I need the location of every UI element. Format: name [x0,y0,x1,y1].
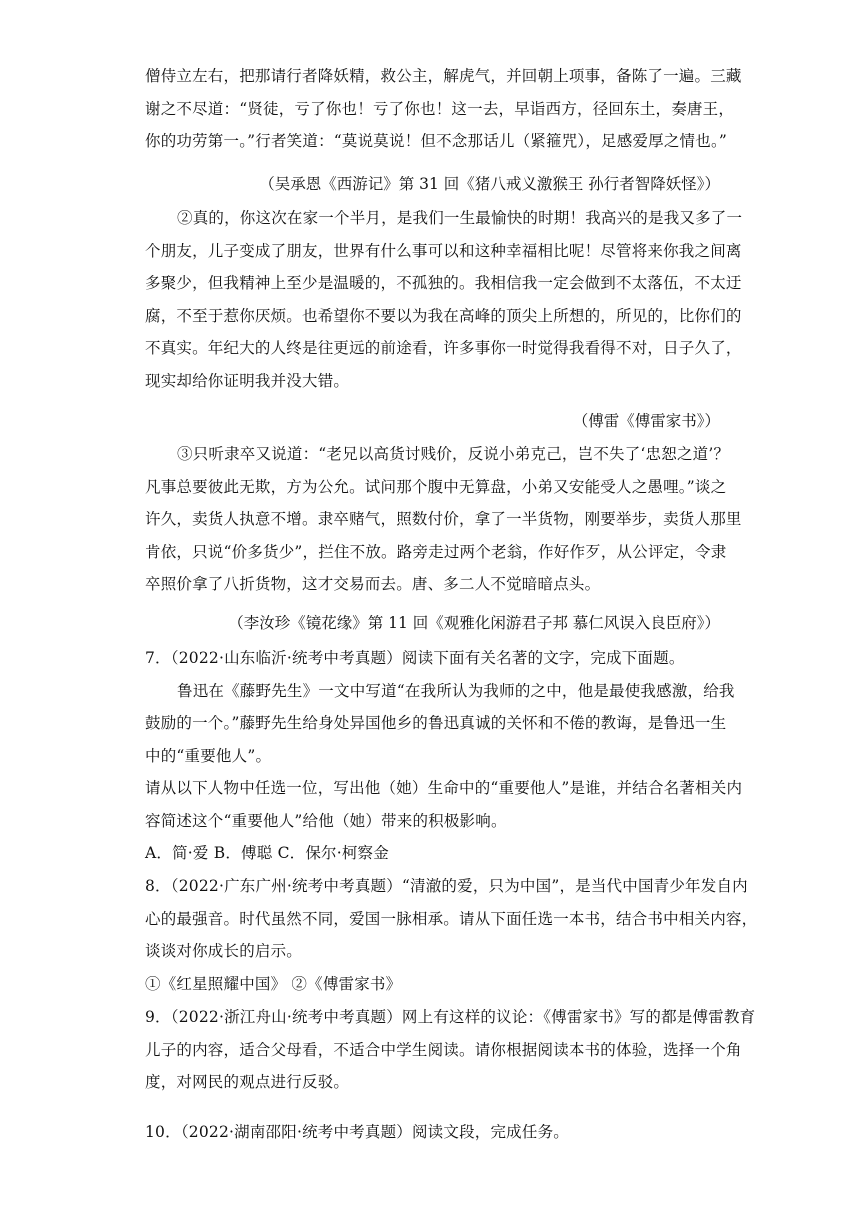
question-prompt-line: 请从以下人物中任选一位，写出他（她）生命中的“重要他人”是谁，并结合名著相关内 [145,779,743,797]
question-9 [145,1001,756,1099]
excerpt-line: 谢之不尽道：“贤徒，亏了你也！亏了你也！这一去，早诣西方，径回东土，奏唐王， [145,99,735,118]
excerpt-line: 你的功劳第一。”行者笑道：“莫说莫说！但不念那话儿（紧箍咒），足感爱厚之情也。” [145,132,728,150]
excerpt-line: 腐，不至于惹你厌烦。也希望你不要以为我在高峰的顶尖上所想的，所见的，比你们的 [145,306,742,325]
question-heading: 8．（2022·广东广州·统考中考真题）“清澈的爱，只为中国”，是当代中国青少年发自内 [145,877,748,895]
excerpt-journey-west [145,60,742,158]
question-options: A．简·爱 B．傅聪 C．保尔·柯察金 [145,844,389,862]
excerpt-fu-lei-letters [145,202,743,397]
excerpt-source: （李汝珍《镜花缘》第 11 回《观雅化闲游君子邦 慕仁风误入良臣府》） [228,614,720,632]
question-8 [145,870,758,1000]
question-quote-line: 鲁迅在《藤野先生》一文中写道“在我所认为我师的之中，他是最使我感激，给我 [177,681,735,700]
excerpt-line: 凡事总要彼此无欺，方为公允。试问那个腹中无算盘，小弟又安能受人之愚哩。”谈之 [145,477,727,496]
question-heading: 10．（2022·湖南邵阳·统考中考真题）阅读文段，完成任务。 [145,1123,569,1141]
question-quote-line: 鼓励的一个。”藤野先生给身处异国他乡的鲁迅真诚的关怀和不倦的教诲，是鲁迅一生 [145,714,727,732]
question-line: 度，对网民的观点进行反驳。 [145,1073,350,1091]
excerpt-line: 许久，卖货人执意不增。隶卒赌气，照数付价，拿了一半货物，刚要举步，卖货人那里 [145,510,742,528]
excerpt-source: （傅雷《傅雷家书》） [572,412,720,430]
excerpt-flowers-in-mirror [145,438,742,601]
question-heading: 7．（2022·山东临沂·统考中考真题）阅读下面有关名著的文字，完成下面题。 [145,649,685,667]
question-line: 儿子的内容，适合父母看，不适合中学生阅读。请你根据阅读本书的体验，选择一个角 [145,1040,742,1059]
question-10 [145,1116,720,1149]
question-quote-line: 中的“重要他人”。 [145,746,272,765]
question-line: 谈谈对你成长的启示。 [145,942,303,960]
excerpt-source: （吴承恩《西游记》第 31 回《猪八戒义激猴王 孙行者智降妖怪》） [259,175,720,193]
excerpt-line: ③只听隶卒又说道：“老兄以高货讨贱价，反说小弟克己，岂不失了‘忠恕之道’？ [177,445,730,463]
question-line: 心的最强音。时代虽然不同，爱国一脉相承。请从下面任选一本书，结合书中相关内容， [145,909,758,928]
question-7 [145,642,743,870]
excerpt-line: 肯依，只说“价多货少”，拦住不放。路旁走过两个老翁，作好作歹，从公评定，令隶 [145,542,727,561]
excerpt-line: 卒照价拿了八折货物，这才交易而去。唐、多二人不觉暗暗点头。 [145,575,601,593]
excerpt-line: 僧侍立左右，把那请行者降妖精，救公主，解虎气，并回朝上项事，备陈了一遍。三藏 [145,67,742,85]
excerpt-line: 个朋友，儿子变成了朋友，世界有什么事可以和这种幸福相比呢！尽管将来你我之间离 [145,241,742,260]
excerpt-line: 现实却给你证明我并没大错。 [145,371,350,390]
excerpt-line: ②真的，你这次在家一个半月，是我们一生最愉快的时期！我高兴的是我又多了一 [177,209,743,227]
question-heading: 9．（2022·浙江舟山·统考中考真题）网上有这样的议论：《傅雷家书》写的都是傅雷教育 [145,1008,756,1026]
excerpt-line: 不真实。年纪大的人终是往更远的前途看，许多事你一时觉得我看得不对，日子久了， [145,339,742,357]
question-options: ①《红星照耀中国》 ②《傅雷家书》 [145,974,402,993]
excerpt-line: 多聚少，但我精神上至少是温暖的，不孤独的。我相信我一定会做到不太落伍，不太迂 [145,274,742,292]
question-prompt-line: 容简述这个“重要他人”给他（她）带来的积极影响。 [145,811,507,830]
